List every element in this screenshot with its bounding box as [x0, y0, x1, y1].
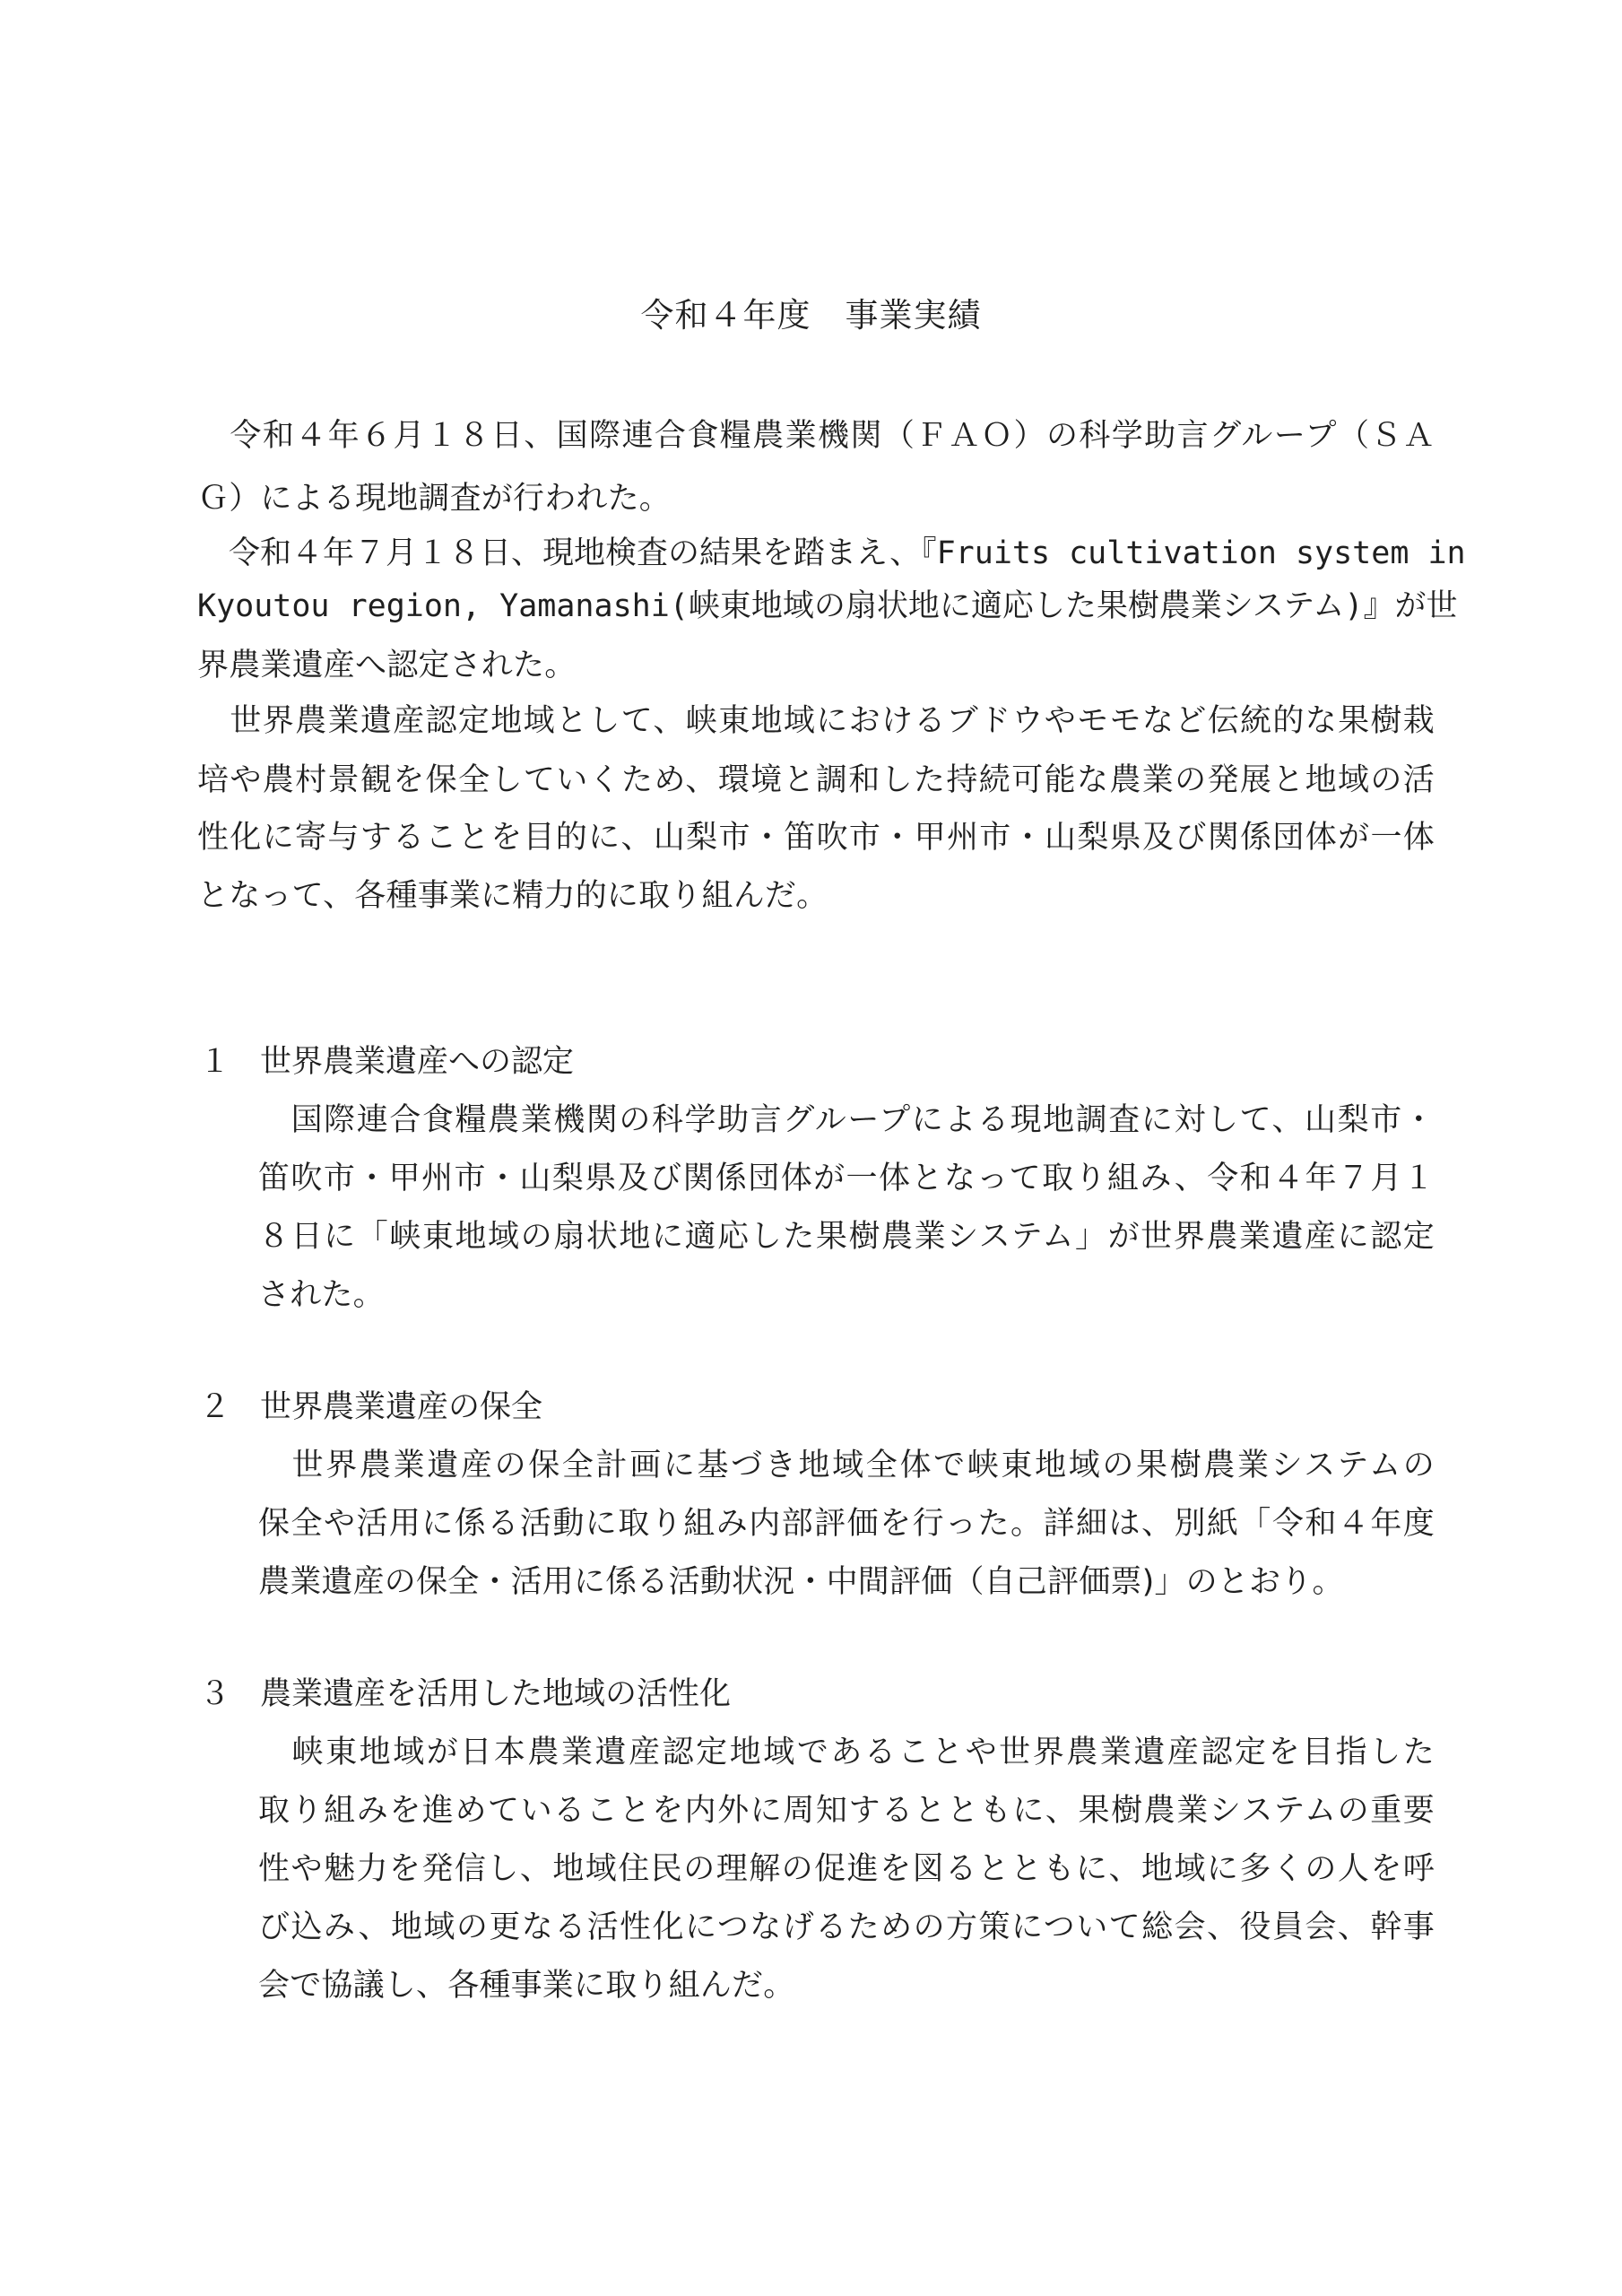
section-line: ８日に「峡東地域の扇状地に適応した果樹農業システム」が世界農業遺産に認定: [258, 1219, 1436, 1255]
section-title: 農業遺産を活用した地域の活性化: [260, 1676, 732, 1712]
section-line: 峡東地域が日本農業遺産認定地域であることや世界農業遺産認定を目指した: [258, 1735, 1435, 1770]
document-title: 令和４年度 事業実績: [640, 296, 982, 335]
section-heading: [0, 1386, 1622, 1429]
section-heading: [0, 1040, 1622, 1083]
section-line: 農業遺産の保全・活用に係る活動状況・中間評価（自己評価票)」のとおり。: [258, 1564, 1344, 1600]
intro-line: 世界農業遺産認定地域として、峡東地域におけるブドウやモモなど伝統的な果樹栽: [197, 703, 1435, 739]
section-line: 国際連合食糧農業機関の科学助言グループによる現地調査に対して、山梨市・: [258, 1102, 1435, 1138]
section-line: 保全や活用に係る活動に取り組み内部評価を行った。詳細は、別紙「令和４年度: [258, 1506, 1435, 1542]
section-line: 笛吹市・甲州市・山梨県及び関係団体が一体となって取り組み、令和４年７月１: [258, 1161, 1435, 1196]
section-line: 性や魅力を発信し、地域住民の理解の促進を図るとともに、地域に多くの人を呼: [258, 1851, 1435, 1887]
intro-line: Ｇ）による現地調査が行われた。: [197, 481, 672, 517]
intro-line: となって、各種事業に精力的に取り組んだ。: [197, 878, 828, 914]
section-number: １: [199, 1044, 231, 1080]
section-line: された。: [258, 1277, 385, 1313]
section-line: び込み、地域の更なる活性化につなげるための方策について総会、役員会、幹事: [258, 1909, 1435, 1945]
section-line: 取り組みを進めていることを内外に周知するとともに、果樹農業システムの重要: [258, 1793, 1435, 1829]
section-number: ２: [199, 1389, 231, 1425]
intro-line: 令和４年７月１８日、現地検査の結果を踏まえ、『Fruits cultivation system in: [197, 535, 1466, 571]
intro-line: 性化に寄与することを目的に、山梨市・笛吹市・甲州市・山梨県及び関係団体が一体: [197, 820, 1435, 856]
section-title: 世界農業遺産への認定: [260, 1044, 575, 1080]
section-line: 会で協議し、各種事業に取り組んだ。: [258, 1968, 795, 2004]
intro-line: Kyoutou region, Yamanashi(峡東地域の扇状地に適応した果樹農業システム)』が世: [197, 588, 1458, 624]
section-number: ３: [199, 1676, 231, 1712]
intro-line: 界農業遺産へ認定された。: [197, 648, 577, 683]
intro-line: 令和４年６月１８日、国際連合食糧農業機関（ＦＡＯ）の科学助言グループ（ＳＡ: [197, 418, 1435, 454]
section-line: 世界農業遺産の保全計画に基づき地域全体で峡東地域の果樹農業システムの: [258, 1448, 1435, 1483]
intro-line: 培や農村景観を保全していくため、環境と調和した持続可能な農業の発展と地域の活: [197, 762, 1436, 798]
section-heading: [0, 1673, 1622, 1716]
section-title: 世界農業遺産の保全: [260, 1389, 543, 1425]
